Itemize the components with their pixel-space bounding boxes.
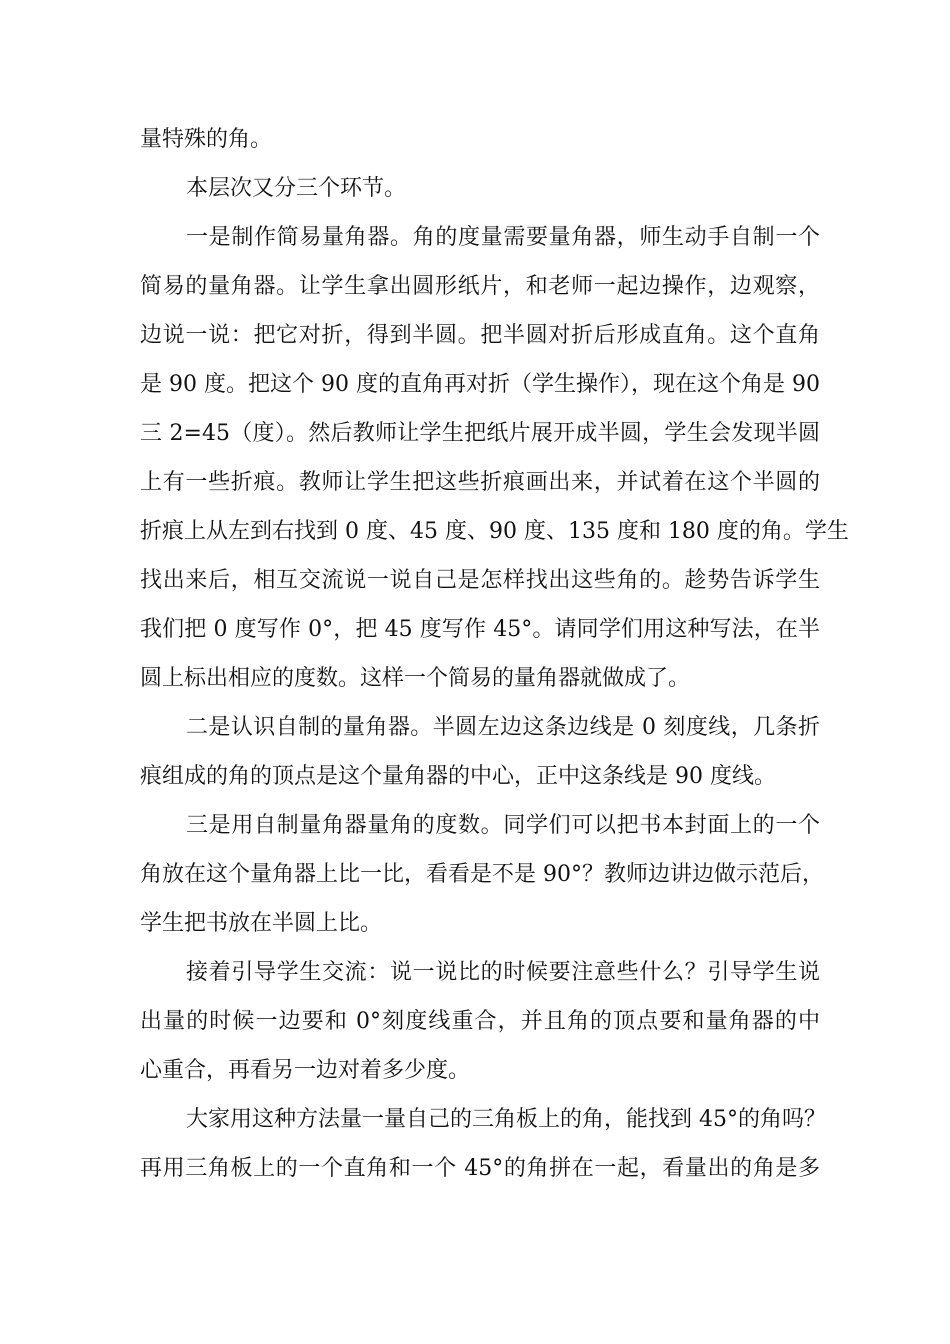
text-line: 简易的量角器。让学生拿出圆形纸片，和老师一起边操作，边观察， (140, 274, 820, 299)
text-line: 心重合，再看另一边对着多少度。 (140, 1058, 471, 1083)
text-line: 痕组成的角的顶点是这个量角器的中心，正中这条线是 90 度线。 (140, 764, 776, 789)
paragraph-start-line: 二是认识自制的量角器。半圆左边这条边线是 0 刻度线，几条折 (186, 715, 820, 740)
text-line: 再用三角板上的一个直角和一个 45°的角拼在一起，看量出的角是多 (140, 1156, 820, 1181)
paragraph-start-line: 本层次又分三个环节。 (186, 176, 407, 201)
text-line: 量特殊的角。 (140, 127, 273, 152)
text-line: 上有一些折痕。教师让学生把这些折痕画出来，并试着在这个半圆的 (140, 470, 820, 495)
paragraph-start-line: 接着引导学生交流：说一说比的时候要注意些什么？引导学生说 (186, 960, 820, 985)
text-line: 学生把书放在半圆上比。 (140, 911, 383, 936)
paragraph-start-line: 一是制作简易量角器。角的度量需要量角器，师生动手自制一个 (186, 225, 820, 250)
text-line: 找出来后，相互交流说一说自己是怎样找出这些角的。趁势告诉学生 (140, 568, 820, 593)
text-line: 角放在这个量角器上比一比，看看是不是 90°？教师边讲边做示范后， (140, 862, 824, 887)
paragraph-start-line: 大家用这种方法量一量自己的三角板上的角，能找到 45°的角吗？ (186, 1107, 826, 1132)
text-line: 我们把 0 度写作 0°，把 45 度写作 45°。请同学们用这种写法，在半 (140, 617, 820, 642)
text-line: 折痕上从左到右找到 0 度、45 度、90 度、135 度和 180 度的角。学生 (140, 519, 849, 544)
text-line: 是 90 度。把这个 90 度的直角再对折（学生操作），现在这个角是 90 (140, 372, 820, 397)
text-line: 边说一说：把它对折，得到半圆。把半圆对折后形成直角。这个直角 (140, 323, 820, 348)
paragraph-start-line: 三是用自制量角器量角的度数。同学们可以把书本封面上的一个 (186, 813, 820, 838)
text-line: 出量的时候一边要和 0°刻度线重合，并且角的顶点要和量角器的中 (140, 1009, 820, 1034)
text-line: 三 2=45（度）。然后教师让学生把纸片展开成半圆，学生会发现半圆 (140, 421, 820, 446)
text-line: 圆上标出相应的度数。这样一个简易的量角器就做成了。 (140, 666, 691, 691)
